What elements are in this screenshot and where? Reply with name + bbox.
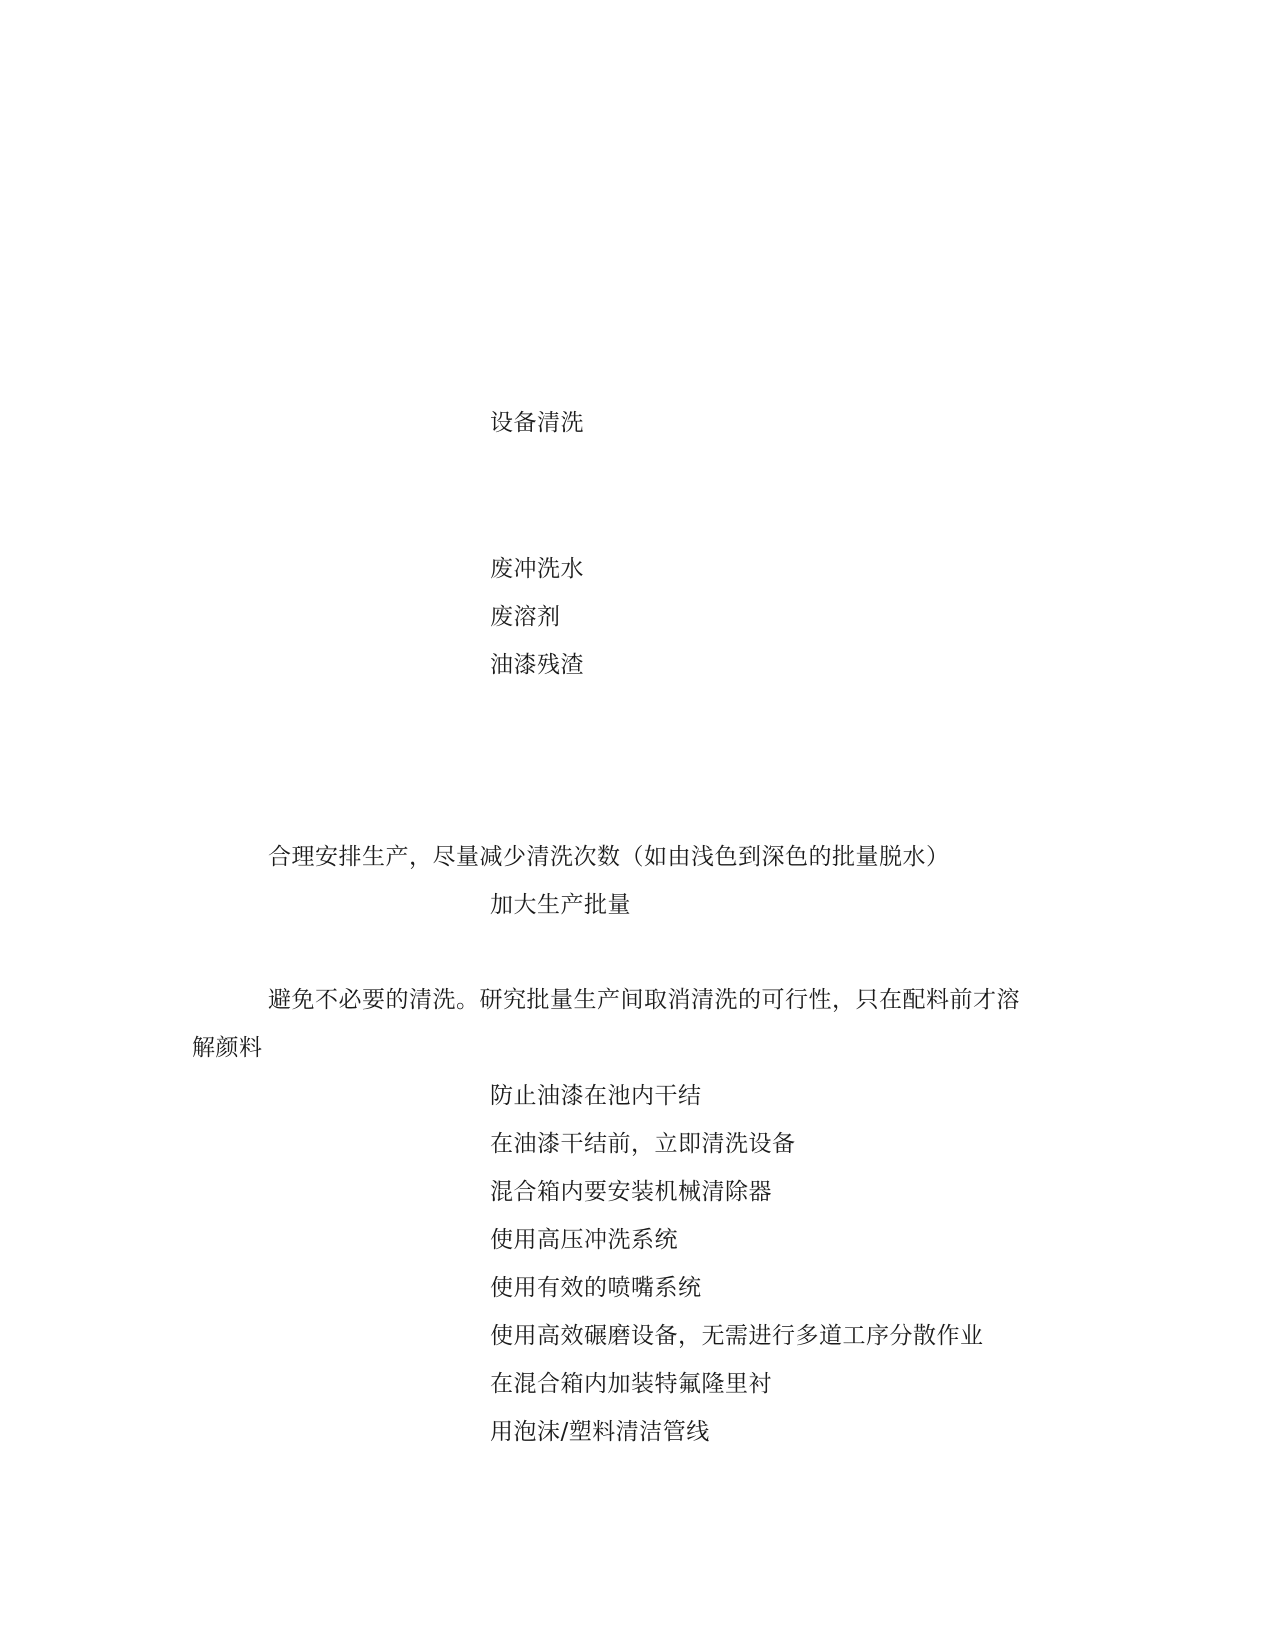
measure-item: 用泡沫/塑料清洁管线 (490, 1419, 710, 1445)
sub-item: 加大生产批量 (490, 892, 631, 918)
section-title: 设备清洗 (490, 410, 584, 436)
measure-item: 使用有效的喷嘴系统 (490, 1275, 702, 1301)
waste-item: 废冲洗水 (490, 556, 584, 582)
paragraph: 合理安排生产，尽量减少清洗次数（如由浅色到深色的批量脱水） (268, 844, 950, 870)
measure-item: 混合箱内要安装机械清除器 (490, 1179, 772, 1205)
paragraph-continuation: 解颜料 (192, 1035, 263, 1061)
measure-item: 在混合箱内加装特氟隆里衬 (490, 1371, 772, 1397)
measure-item: 使用高效碾磨设备，无需进行多道工序分散作业 (490, 1323, 984, 1349)
measure-item: 使用高压冲洗系统 (490, 1227, 678, 1253)
measure-item: 在油漆干结前，立即清洗设备 (490, 1131, 796, 1157)
paragraph: 避免不必要的清洗。研究批量生产间取消清洗的可行性，只在配料前才溶 (268, 987, 1020, 1013)
measure-item: 防止油漆在池内干结 (490, 1083, 702, 1109)
waste-item: 废溶剂 (490, 604, 561, 630)
waste-item: 油漆残渣 (490, 652, 584, 678)
